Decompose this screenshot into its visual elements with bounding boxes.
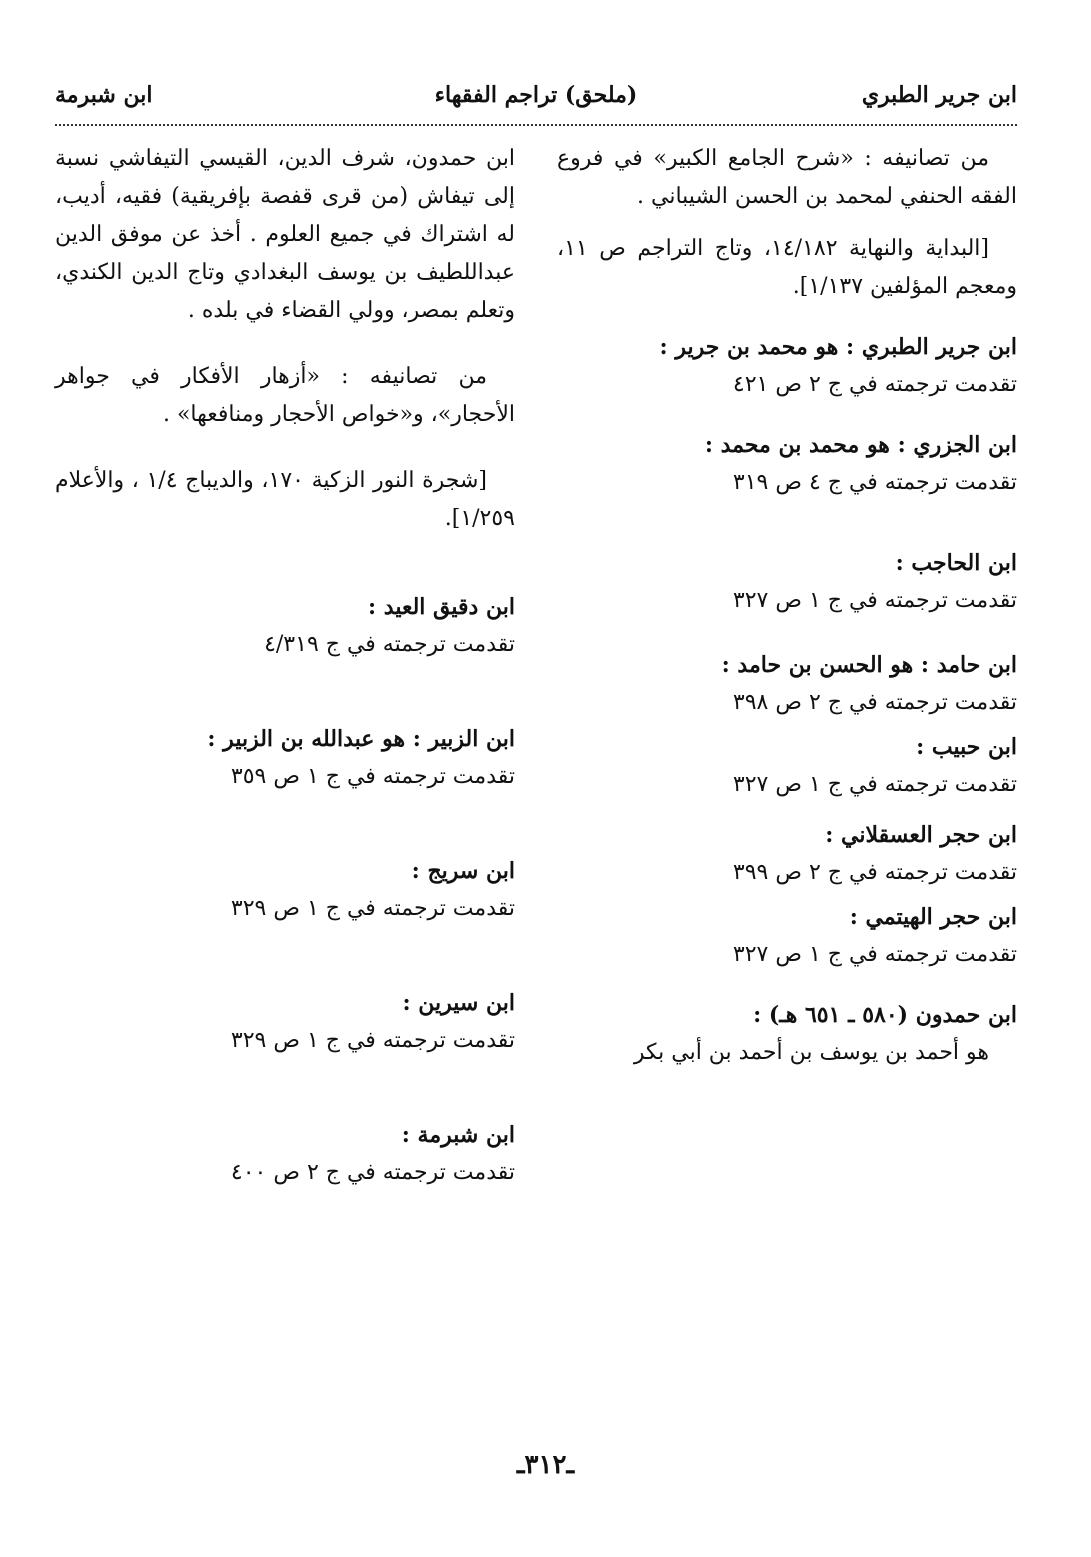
entry-reference: تقدمت ترجمته في ج ١ ص ٣٥٩ — [230, 764, 515, 789]
entry-title: ابن حجر الهيتمي : — [849, 904, 1017, 930]
references-paragraph: [البداية والنهاية ١٤/١٨٢، وتاج التراجم ص ١١، ومعجم المؤلفين ١/١٣٧]. — [557, 236, 1017, 299]
entry-title: ابن الزبير : هو عبدالله بن الزبير : — [207, 726, 515, 752]
running-head — [55, 78, 1017, 122]
left-column — [55, 140, 515, 1192]
ibn-hamdun-bio: ابن حمدون، شرف الدين، القيسي التيفاشي نسبة إلى تيفاش (من قرى قفصة بإفريقية) فقيه، أديب، له اشتراك في جميع العلوم . أخذ عن موفق الدين عبداللطيف بن يوسف البغدادي وتاج الدين الكندي، وتعلم بمصر، وولي القضاء في بلده . — [55, 146, 515, 323]
entry-reference: تقدمت ترجمته في ج ١ ص ٣٢٩ — [230, 896, 515, 921]
header-left-title: ابن شبرمة — [55, 82, 153, 108]
entry-title: ابن الحاجب : — [895, 550, 1017, 576]
entry-ibn-hamdun — [557, 996, 1017, 1072]
entry-ibn-hajar-asqalani — [557, 816, 1017, 892]
entry-ibn-hajar-haytami — [557, 898, 1017, 974]
page-number: ـ٣١٢ـ — [516, 1450, 575, 1480]
entry-reference: تقدمت ترجمته في ج ١ ص ٣٢٧ — [732, 588, 1017, 613]
entry-reference: تقدمت ترجمته في ج ١ ص ٣٢٩ — [230, 1028, 515, 1053]
header-section-title: (ملحق) تراجم الفقهاء — [434, 82, 638, 108]
entry-title: ابن حبيب : — [916, 734, 1017, 760]
entry-title: ابن حامد : هو الحسن بن حامد : — [721, 652, 1017, 678]
entry-title: ابن حمدون (٥٨٠ ـ ٦٥١ هـ) : — [753, 1002, 1017, 1028]
entry-title: ابن الجزري : هو محمد بن محمد : — [704, 432, 1017, 458]
entry-ibn-daqiq-al-id — [55, 588, 515, 664]
entry-title: ابن دقيق العيد : — [368, 594, 515, 620]
header-dotted-rule — [55, 124, 1017, 126]
entry-title: ابن سريج : — [411, 858, 515, 884]
entry-title: ابن سيرين : — [402, 990, 515, 1016]
entry-reference: تقدمت ترجمته في ج ٤ ص ٣١٩ — [732, 470, 1017, 495]
entry-ibn-zubayr — [55, 720, 515, 796]
entry-reference: تقدمت ترجمته في ج ٤/٣١٩ — [264, 632, 515, 657]
entry-title: ابن شبرمة : — [401, 1122, 515, 1148]
entry-ibn-habib — [557, 728, 1017, 804]
entry-ibn-sirin — [55, 984, 515, 1060]
ibn-hamdun-works: من تصانيفه : «أزهار الأفكار في جواهر الأحجار»، و«خواص الأحجار ومنافعها» . — [55, 364, 515, 427]
entry-reference: تقدمت ترجمته في ج ٢ ص ٤٢١ — [732, 372, 1017, 397]
entry-title: ابن جرير الطبري : هو محمد بن جرير : — [659, 334, 1017, 360]
right-column — [557, 140, 1017, 1072]
header-right-title: ابن جرير الطبري — [861, 82, 1017, 108]
entry-reference: تقدمت ترجمته في ج ٢ ص ٤٠٠ — [230, 1160, 515, 1185]
entry-ibn-hajib — [557, 544, 1017, 620]
entry-reference: تقدمت ترجمته في ج ٢ ص ٣٩٨ — [732, 690, 1017, 715]
entry-reference: تقدمت ترجمته في ج ١ ص ٣٢٧ — [732, 942, 1017, 967]
works-paragraph: من تصانيفه : «شرح الجامع الكبير» في فروع الفقه الحنفي لمحمد بن الحسن الشيباني . — [557, 146, 1017, 209]
ibn-hamdun-references: [شجرة النور الزكية ١٧٠، والديباج ١/٤ ، والأعلام ١/٢٥٩]. — [55, 468, 515, 531]
entry-ibn-shubruma — [55, 1116, 515, 1192]
entry-ibn-jazari — [557, 426, 1017, 502]
entry-reference: تقدمت ترجمته في ج ٢ ص ٣٩٩ — [732, 860, 1017, 885]
entry-ibn-surayj — [55, 852, 515, 928]
entry-ibn-jarir — [557, 328, 1017, 404]
entry-title: ابن حجر العسقلاني : — [825, 822, 1017, 848]
entry-reference: هو أحمد بن يوسف بن أحمد بن أبي بكر — [633, 1040, 989, 1065]
entry-ibn-hamid — [557, 646, 1017, 722]
entry-reference: تقدمت ترجمته في ج ١ ص ٣٢٧ — [732, 772, 1017, 797]
